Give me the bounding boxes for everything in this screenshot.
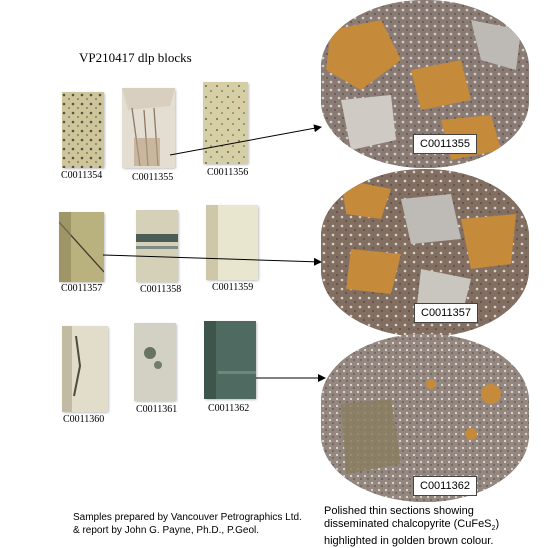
credit-line-2: & report by John G. Payne, Ph.D., P.Geol. <box>73 525 260 536</box>
credit-text <box>73 511 313 537</box>
caption-line-2b: ) <box>495 518 500 530</box>
caption-line-2a: disseminated chalcopyrite (CuFeS <box>324 518 492 530</box>
thin-section-id: C0011362 <box>420 480 470 492</box>
caption-line-2-subscript: 2 <box>491 525 496 533</box>
caption-line-1: Polished thin sections showing <box>324 505 474 517</box>
block-label-c0011357: C0011357 <box>61 283 103 294</box>
thin-section-label-c0011357 <box>414 303 478 323</box>
rock-block-c0011356 <box>203 82 248 164</box>
thin-section-id: C0011355 <box>420 138 470 150</box>
thin-section-id: C0011357 <box>421 307 471 319</box>
block-label-c0011358: C0011358 <box>140 284 182 295</box>
block-label-c0011360: C0011360 <box>63 414 105 425</box>
caption-line-2 <box>324 518 534 535</box>
credit-line-1: Samples prepared by Vancouver Petrographics Ltd. <box>73 512 302 523</box>
page-title: VP210417 dlp blocks <box>79 50 192 65</box>
block-label-c0011361: C0011361 <box>136 404 178 415</box>
thin-section-label-c0011355 <box>413 134 477 154</box>
block-label-c0011354: C0011354 <box>61 170 103 181</box>
rock-block-c0011362 <box>204 321 256 399</box>
caption-line-3: highlighted in golden brown colour. <box>324 535 494 548</box>
block-label-c0011355: C0011355 <box>132 172 174 183</box>
block-label-c0011356: C0011356 <box>207 167 249 178</box>
block-label-c0011359: C0011359 <box>212 282 254 293</box>
rock-block-c0011360 <box>62 326 108 412</box>
thin-section-label-c0011362 <box>413 476 477 496</box>
rock-block-c0011354 <box>62 92 104 168</box>
rock-block-c0011359 <box>206 205 258 280</box>
rock-block-c0011357 <box>59 212 104 282</box>
rock-block-c0011355 <box>122 88 175 168</box>
caption-text <box>324 505 534 548</box>
rock-block-c0011361 <box>134 323 176 401</box>
rock-block-c0011358 <box>136 210 178 282</box>
block-label-c0011362: C0011362 <box>208 403 250 414</box>
